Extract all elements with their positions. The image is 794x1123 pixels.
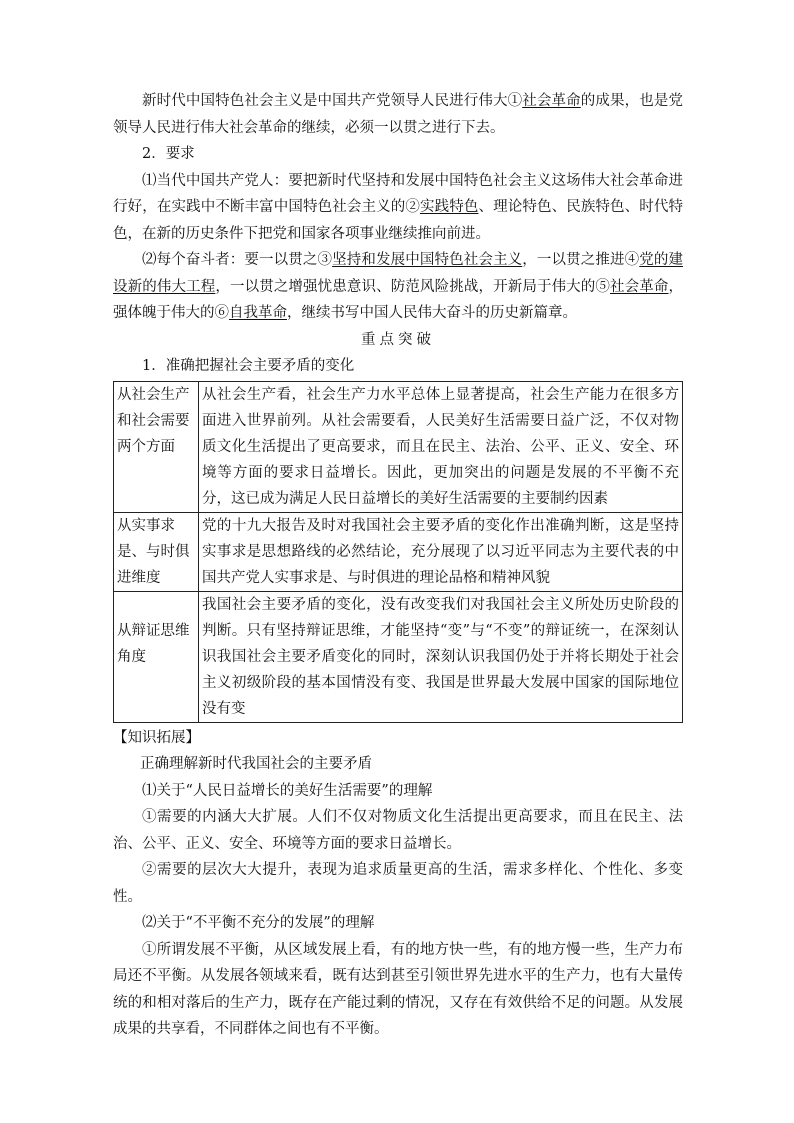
underlined-answer: 自我革命 bbox=[229, 305, 287, 321]
focus-table bbox=[113, 381, 683, 723]
underlined-answer: 党的建设新的伟大工程 bbox=[113, 252, 683, 295]
table-row-value: 我国社会主要矛盾的变化，没有改变我们对我国社会主义所处历史阶段的判断。只有坚持辩证思维，才能坚持“变”与“不变”的辩证统一，在深刻认识我国社会主要矛盾变化的同时，深刻认识我国仍处于并将长期处于社会主义初级阶段的基本国情没有变、我国是世界最大发展中国家的国际地位没有变 bbox=[199, 591, 683, 722]
table-row bbox=[114, 512, 683, 591]
table-row-value: 从社会生产看，社会生产力水平总体上显著提高，社会生产能力在很多方面进入世界前列。从社会需要看，人民美好生活需要日益广泛，不仅对物质文化生活提出了更高要求，而且在民主、法治、公平、正义、安全、环境等方面的要求日益增长。因此，更加突出的问题是发展的不平衡不充分，这已成为满足人民日益增长的美好生活需要的主要制约因素 bbox=[199, 381, 683, 512]
requirement-1 bbox=[113, 168, 683, 248]
intro-paragraph bbox=[113, 88, 683, 141]
table-row-value: 党的十九大报告及时对我国社会主要矛盾的变化作出准确判断，这是坚持实事求是思想路线的必然结论，充分展现了以习近平同志为主要代表的中国共产党人实事求是、与时俱进的理论品格和精神风貌 bbox=[199, 512, 683, 591]
text-span: 新时代中国特色社会主义是中国共产党领导人民进行伟大① bbox=[142, 93, 523, 109]
requirement-2 bbox=[113, 247, 683, 327]
table-row bbox=[114, 381, 683, 512]
extension-item-1-point-2: ②需要的层次大大提升，表现为追求质量更高的生活，需求多样化、个性化、多变性。 bbox=[113, 862, 683, 905]
extension-item-1: ⑴关于“人民日益增长的美好生活需要”的理解 bbox=[142, 782, 433, 799]
knowledge-extension-title: 正确理解新时代我国社会的主要矛盾 bbox=[140, 756, 372, 772]
section-subtitle: 1．准确把握社会主要矛盾的变化 bbox=[142, 358, 355, 374]
extension-item-2-point-1: ①所谓发展不平衡，从区域发展上看，有的地方快一些，有的地方慢一些，生产力布局还不平衡。从发展各领域来看，既有达到甚至引领世界先进水平的生产力，也有大量传统的和相对落后的生产力，既存在产能过剩的情况，又存在有效供给不足的问题。从发展成果的共享看，不同群体之间也有不平衡。 bbox=[113, 941, 683, 1037]
underlined-answer: 实践特色 bbox=[420, 199, 479, 215]
underlined-answer: 社会革命 bbox=[522, 93, 581, 109]
text-span: ，继续书写中国人民伟大奋斗的历史新篇章。 bbox=[287, 305, 577, 321]
table-row-key: 从辩证思维角度 bbox=[114, 591, 199, 722]
underlined-answer: 社会革命 bbox=[610, 278, 669, 295]
section-title: 重点突破 bbox=[361, 331, 435, 348]
text-span: 的成果，也是党领导人民进行伟大社会革命的继续，必须一以贯之进行下去。 bbox=[113, 93, 683, 136]
requirements-heading: 2．要求 bbox=[142, 146, 195, 162]
table-row bbox=[114, 591, 683, 722]
text-span: ，一以贯之增强忧患意识、防范风险挑战，开新局于伟大的⑤ bbox=[215, 278, 611, 295]
underlined-answer: 坚持和发展中国特色社会主义 bbox=[332, 252, 523, 268]
text-span: ⑴当代中国共产党人：要把新时代坚持和发展中国特色社会主义这场伟大社会革命进行好，在实践中不断丰富中国特色社会主义的② bbox=[113, 172, 683, 215]
table-row-key: 从实事求是、与时俱进维度 bbox=[114, 512, 199, 591]
knowledge-extension-label: 【知识拓展】 bbox=[113, 729, 200, 746]
extension-item-1-point-1: ①需要的内涵大大扩展。人们不仅对物质文化生活提出更高要求，而且在民主、法治、公平、正义、安全、环境等方面的要求日益增长。 bbox=[113, 809, 683, 852]
extension-item-2: ⑵关于“不平衡不充分的发展”的理解 bbox=[142, 915, 375, 931]
document-page bbox=[113, 88, 683, 1043]
text-span: ，强体魄于伟大的⑥ bbox=[113, 278, 684, 321]
table-row-key: 从社会生产和社会需要两个方面 bbox=[114, 381, 199, 512]
text-span: ，一以贯之推进④ bbox=[522, 252, 640, 268]
text-span: ⑵每个奋斗者：要一以贯之③ bbox=[142, 252, 333, 268]
text-span: 、理论特色、民族特色、时代特色，在新的历史条件下把党和国家各项事业继续推向前进。 bbox=[113, 199, 684, 242]
